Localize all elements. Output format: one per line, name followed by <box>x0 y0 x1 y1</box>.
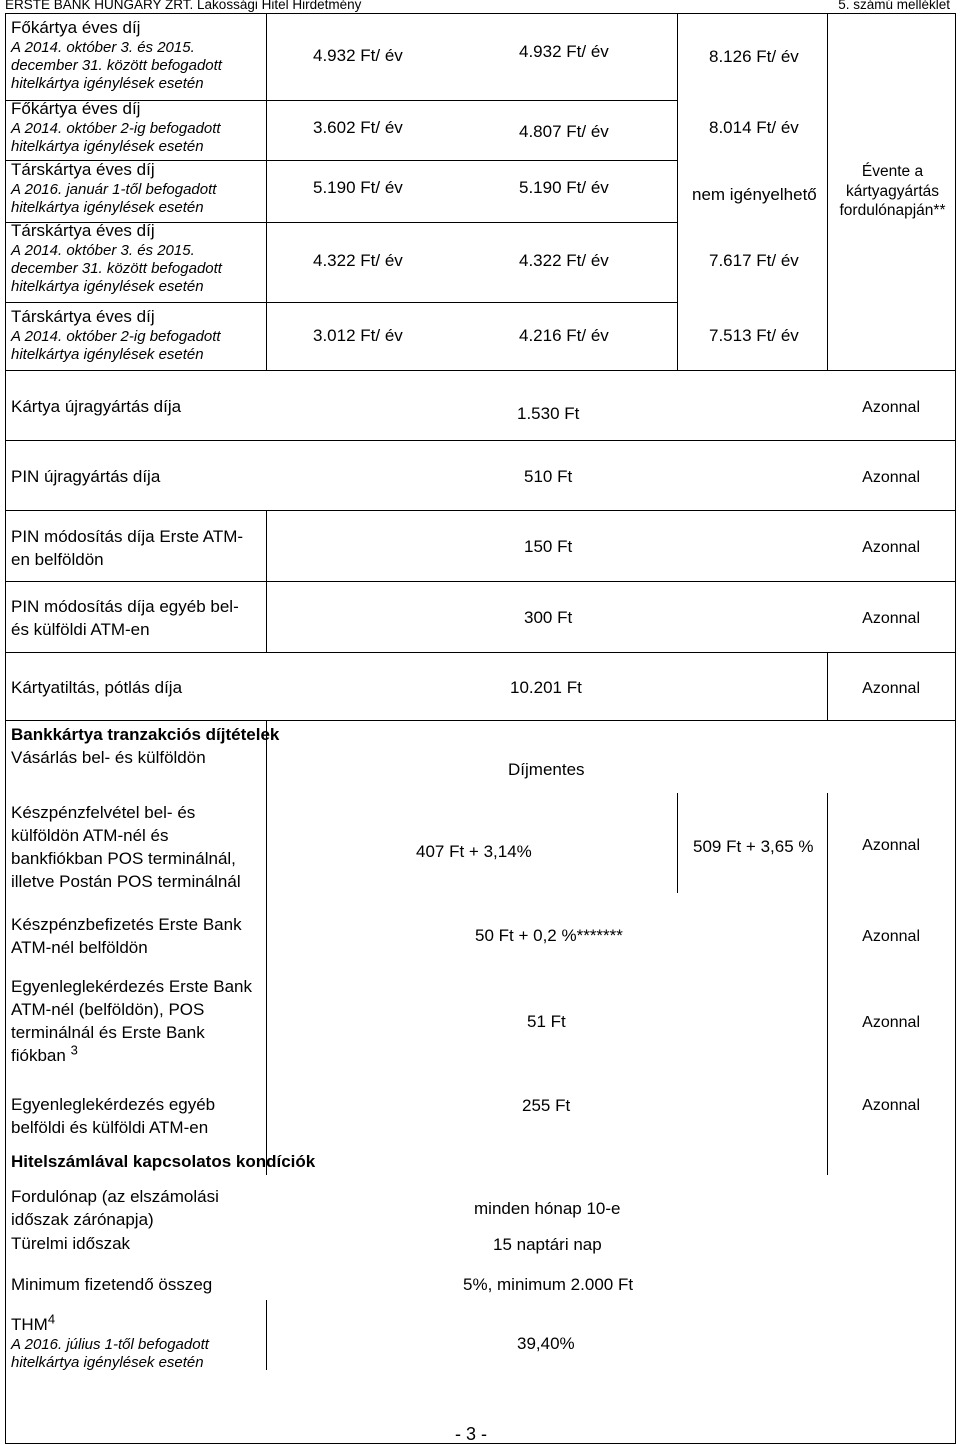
pin-change-other-due: Azonnal <box>862 610 920 627</box>
page-number: - 3 - <box>455 1424 488 1444</box>
thm-value: 39,40% <box>517 1334 575 1353</box>
divider <box>5 510 955 511</box>
annual-fee-4-col2: 4.322 Ft/ év <box>519 251 609 270</box>
annual-fee-5-col2: 4.216 Ft/ év <box>519 326 609 345</box>
annual-fee-4-label: Társkártya éves díj A 2014. október 3. és 2015. december 31. között befogadott hitelkártya igénylések esetén <box>11 221 222 295</box>
card-reissue-value: 1.530 Ft <box>517 404 580 423</box>
cash-deposit-due: Azonnal <box>862 928 920 945</box>
annual-fee-1-col1: 4.932 Ft/ év <box>313 46 403 65</box>
header-rule <box>5 13 955 14</box>
divider <box>5 440 955 441</box>
table-border-right <box>955 13 956 1444</box>
column-line <box>827 793 828 1175</box>
annual-fee-2-label: Főkártya éves díj A 2014. október 2-ig befogadott hitelkártya igénylések esetén <box>11 99 221 155</box>
cash-withdrawal-label: Készpénzfelvétel bel- és külföldön ATM-nél és bankfiókban POS terminálnál, illetve Postán POS terminálnál <box>11 803 241 891</box>
column-line <box>827 652 828 720</box>
pin-reissue-label: PIN újragyártás díja <box>11 467 161 486</box>
card-block-value: 10.201 Ft <box>510 678 582 697</box>
annual-fee-3-col2: 5.190 Ft/ év <box>519 178 609 197</box>
cash-deposit-value: 50 Ft + 0,2 %******* <box>475 926 623 945</box>
annual-fee-4-col1: 4.322 Ft/ év <box>313 251 403 270</box>
annual-fee-1-label: Főkártya éves díj A 2014. október 3. és 2015. december 31. között befogadott hitelkártya igénylések esetén <box>11 18 222 92</box>
balance-erste-value: 51 Ft <box>527 1012 566 1031</box>
card-reissue-due: Azonnal <box>862 399 920 416</box>
statement-day-value: minden hónap 10-e <box>474 1199 621 1218</box>
divider <box>5 370 955 371</box>
card-block-label: Kártyatiltás, pótlás díja <box>11 678 183 697</box>
purchase-label: Vásárlás bel- és külföldön <box>11 748 206 767</box>
balance-erste-label: Egyenleglekérdezés Erste Bank ATM-nél (belföldön), POS terminálnál és Erste Bank fiókban $^3$ <box>11 977 252 1065</box>
footnote-ref: 4 <box>47 1311 56 1327</box>
pin-reissue-due: Azonnal <box>862 469 920 486</box>
annual-fee-1-col3: 8.126 Ft/ év <box>709 47 799 66</box>
annual-fee-3-col3: nem igényelhető <box>692 185 817 204</box>
column-line <box>827 13 828 370</box>
statement-day-label: Fordulónap (az elszámolási időszak zárónapja) <box>11 1187 219 1229</box>
column-line <box>266 1300 267 1370</box>
header-annex: 5. számú melléklet <box>838 0 950 12</box>
pin-change-erste-label: PIN módosítás díja Erste ATM-en belföldön <box>11 527 244 569</box>
balance-other-value: 255 Ft <box>522 1096 571 1115</box>
annual-fee-3-label: Társkártya éves díj A 2016. január 1-től befogadott hitelkártya igénylések esetén <box>11 160 217 216</box>
annual-fee-4-col3: 7.617 Ft/ év <box>709 251 799 270</box>
table-border-left <box>5 13 6 1444</box>
pin-change-erste-due: Azonnal <box>862 539 920 556</box>
annual-fee-3-col1: 5.190 Ft/ év <box>313 178 403 197</box>
annual-fee-2-col1: 3.602 Ft/ év <box>313 118 403 137</box>
pin-reissue-value: 510 Ft <box>524 467 573 486</box>
cash-withdrawal-due: Azonnal <box>862 837 920 854</box>
annual-fee-2-col2: 4.807 Ft/ év <box>519 122 609 141</box>
column-line <box>266 793 267 1175</box>
minimum-payment-label: Minimum fizetendő összeg <box>11 1275 213 1294</box>
transactions-heading: Bankkártya tranzakciós díjtételek <box>11 725 280 744</box>
credit-heading: Hitelszámlával kapcsolatos kondíciók <box>11 1152 316 1171</box>
header-title: ERSTE BANK HUNGARY ZRT. Lakossági Hitel Hirdetmény <box>5 0 362 12</box>
divider <box>5 652 955 653</box>
balance-other-due: Azonnal <box>862 1097 920 1114</box>
card-block-due: Azonnal <box>862 680 920 697</box>
card-reissue-label: Kártya újragyártás díja <box>11 397 182 416</box>
grace-period-value: 15 naptári nap <box>493 1235 602 1254</box>
column-line <box>266 13 267 370</box>
divider <box>5 302 677 303</box>
column-line <box>266 510 267 652</box>
cash-withdrawal-value-left: 407 Ft + 3,14% <box>416 842 532 861</box>
annual-fee-1-col2: 4.932 Ft/ év <box>519 42 609 61</box>
divider <box>5 581 955 582</box>
balance-other-label: Egyenleglekérdezés egyéb belföldi és külföldi ATM-en <box>11 1095 216 1137</box>
annual-fee-2-col3: 8.014 Ft/ év <box>709 118 799 137</box>
annual-fee-5-label: Társkártya éves díj A 2014. október 2-ig befogadott hitelkártya igénylések esetén <box>11 307 221 363</box>
purchase-value: Díjmentes <box>508 760 585 779</box>
pin-change-other-label: PIN módosítás díja egyéb bel- és külföldi ATM-en <box>11 597 239 639</box>
cash-deposit-label: Készpénzbefizetés Erste Bank ATM-nél belföldön <box>11 915 242 957</box>
annual-fee-5-col1: 3.012 Ft/ év <box>313 326 403 345</box>
thm-label: THM$^4$ A 2016. július 1-től befogadott hitelkártya igénylések esetén <box>11 1311 209 1371</box>
annual-fee-due: Évente a kártyagyártás fordulónapján** <box>839 163 946 219</box>
pin-change-erste-value: 150 Ft <box>524 537 573 556</box>
column-line <box>677 13 678 370</box>
balance-erste-due: Azonnal <box>862 1014 920 1031</box>
pin-change-other-value: 300 Ft <box>524 608 573 627</box>
column-line <box>677 793 678 893</box>
annual-fee-5-col3: 7.513 Ft/ év <box>709 326 799 345</box>
grace-period-label: Türelmi időszak <box>11 1234 131 1253</box>
minimum-payment-value: 5%, minimum 2.000 Ft <box>463 1275 634 1294</box>
divider <box>5 720 955 721</box>
cash-withdrawal-value-right: 509 Ft + 3,65 % <box>693 837 814 856</box>
footnote-ref: 3 <box>70 1042 78 1058</box>
